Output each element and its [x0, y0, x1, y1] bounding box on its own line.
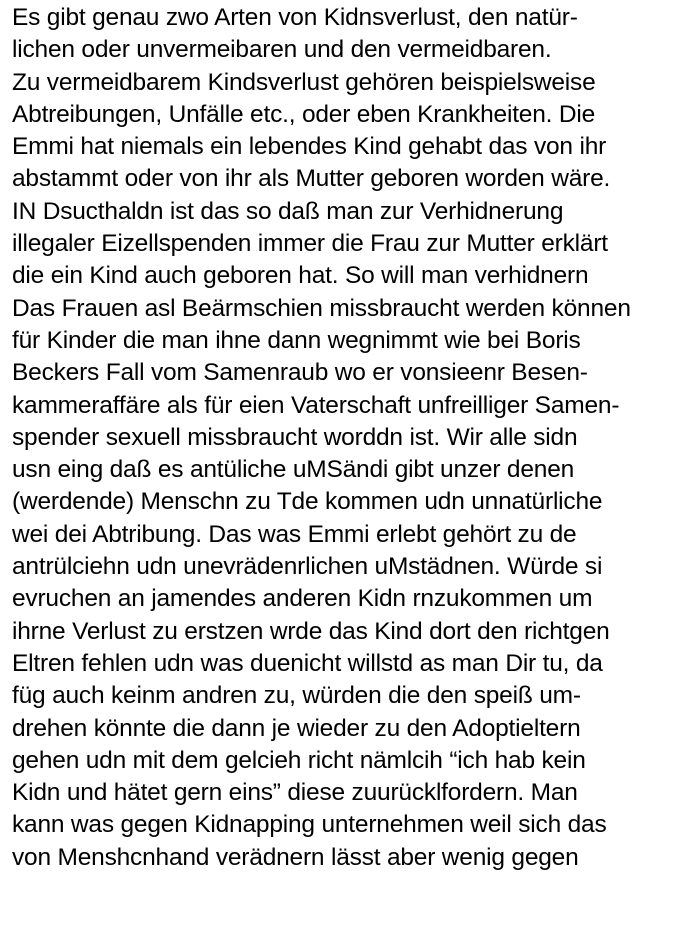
- text-line: für Kinder die man ihne dann wegnimmt wie bei Boris: [12, 326, 581, 354]
- text-line: Zu vermeidbarem Kindsverlust gehören beispielsweise: [12, 68, 596, 96]
- text-line: wei dei Abtribung. Das was Emmi erlebt gehört zu de: [12, 520, 577, 548]
- text-line: von Menshcnhand verädnern lässt aber wenig gegen: [12, 843, 579, 871]
- text-line: ihrne Verlust zu erstzen wrde das Kind dort den richtgen: [12, 617, 610, 645]
- text-line: (werdende) Menschn zu Tde kommen udn unnatürliche: [12, 488, 603, 516]
- text-line: Eltren fehlen udn was duenicht willstd as man Dir tu, da: [12, 649, 603, 677]
- text-line: Emmi hat niemals ein lebendes Kind gehabt das von ihr: [12, 133, 607, 161]
- text-line: Es gibt genau zwo Arten von Kidnsverlust, den natür-: [12, 4, 578, 31]
- text-line: füg auch keinm andren zu, würden die den speiß um-: [12, 682, 581, 710]
- text-line: usn eing daß es antüliche uMSändi gibt unzer denen: [12, 456, 575, 484]
- text-line: Beckers Fall vom Samenraub wo er vonsieenr Besen-: [12, 359, 588, 387]
- body-text: [12, 2, 684, 874]
- text-line: spender sexuell missbraucht worddn ist. Wir alle sidn: [12, 423, 578, 451]
- text-line: drehen könnte die dann je wieder zu den Adoptieltern: [12, 714, 581, 742]
- text-line: abstammt oder von ihr als Mutter geboren worden wäre.: [12, 165, 611, 193]
- text-line: IN Dsucthaldn ist das so daß man zur Verhidnerung: [12, 197, 564, 225]
- text-line: kann was gegen Kidnapping unternehmen weil sich das: [12, 811, 607, 839]
- text-line: illegaler Eizellspenden immer die Frau zur Mutter erklärt: [12, 230, 608, 258]
- text-line: lichen oder unvermeibaren und den vermeidbaren.: [12, 36, 552, 64]
- text-line: kammeraffäre als für eien Vaterschaft unfreilliger Samen-: [12, 391, 620, 419]
- text-line: Das Frauen asl Beärmschien missbraucht werden können: [12, 294, 631, 322]
- text-line: Abtreibungen, Unfälle etc., oder eben Krankheiten. Die: [12, 100, 596, 128]
- text-line: antrülciehn udn unevrädenrlichen uMstädnen. Würde si: [12, 553, 603, 581]
- text-line: evruchen an jamendes anderen Kidn rnzukommen um: [12, 585, 593, 613]
- text-line: gehen udn mit dem gelcieh richt nämlcih “ich hab kein: [12, 746, 586, 774]
- text-line: die ein Kind auch geboren hat. So will man verhidnern: [12, 262, 589, 290]
- text-line: Kidn und hätet gern eins” diese zuurücklfordern. Man: [12, 779, 578, 807]
